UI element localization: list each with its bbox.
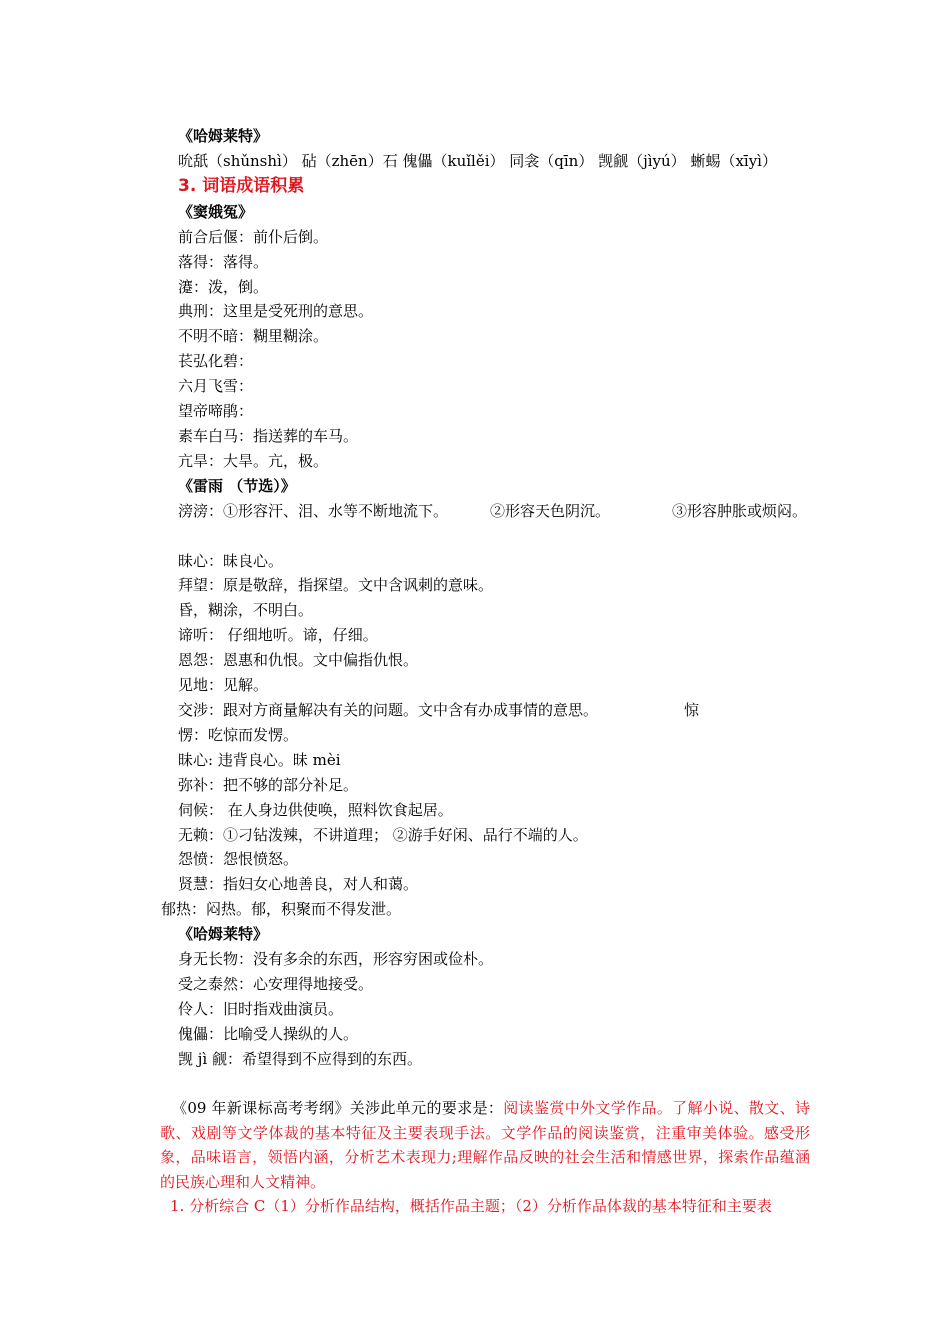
thunderstorm-item: 伺候： 在人身边供使唤，照料饮食起居。: [178, 801, 453, 819]
thunderstorm-item: 昏，糊涂，不明白。: [178, 601, 314, 619]
thunderstorm-item: 昧心：昧良心。: [178, 552, 284, 570]
pangpang-def-3: ③形容肿胀或烦闷。: [672, 502, 808, 520]
pangpang-def-2: ②形容天色阴沉。: [490, 502, 611, 520]
syllabus-paragraph: [160, 1096, 810, 1194]
hamlet-item: 受之泰然：心安理得地接受。: [178, 975, 374, 993]
thunderstorm-item: 贤慧：指妇女心地善良，对人和蔼。: [178, 875, 419, 893]
dou-e-item: 落得：落得。: [178, 253, 269, 271]
hamlet-item: 傀儡：比喻受人操纵的人。: [178, 1025, 359, 1043]
thunderstorm-item: 谛听： 仔细地听。谛，仔细。: [178, 626, 378, 644]
thunderstorm-item: 无赖：①刁钻泼辣，不讲道理； ②游手好闲、品行不端的人。: [178, 826, 588, 844]
dou-e-item: 亢旱：大旱。亢，极。: [178, 452, 329, 470]
thunderstorm-heading: 《雷雨 （节选）》: [178, 477, 296, 495]
dou-e-item: 典刑：这里是受死刑的意思。: [178, 302, 374, 320]
syllabus-intro: 《09 年新课标高考考纲》关涉此单元的要求是：: [172, 1099, 504, 1117]
hamlet-pron-heading: 《哈姆莱特》: [178, 127, 269, 145]
dou-e-item: 六月飞雪：: [178, 377, 254, 395]
thunderstorm-item: 拜望：原是敬辞，指探望。文中含讽刺的意味。: [178, 576, 494, 594]
hamlet-heading: 《哈姆莱特》: [178, 925, 269, 943]
thunderstorm-item: 昧心: 违背良心。昧 mèi: [178, 751, 341, 769]
hamlet-item: 身无长物：没有多余的东西，形容穷困或俭朴。: [178, 950, 494, 968]
pangpang-def-1: 滂滂：①形容汗、泪、水等不断地流下。: [178, 502, 449, 520]
dou-e-item: 前合后偃：前仆后倒。: [178, 228, 329, 246]
thunderstorm-item: 愣：吃惊而发愣。: [178, 726, 299, 744]
dou-e-heading: 《窦娥冤》: [178, 203, 254, 221]
jing-fragment: 惊: [684, 701, 700, 719]
dou-e-item: 不明不暗：糊里糊涂。: [178, 327, 329, 345]
section-3-heading: 3. 词语成语积累: [178, 176, 305, 196]
syllabus-requirement: 阅读鉴赏中外文学作品。了解小说、散文、诗歌、戏剧等文学体裁的基本特征及主要表现手法。文学作品的阅读鉴赏，注重审美体验。感受形象，品味语言，领悟内涵，分析艺术表现力;理解作品反映的社会生活和情感世界，探索作品蕴涵的民族心理和人文精神。: [160, 1099, 810, 1191]
thunderstorm-item: 弥补：把不够的部分补足。: [178, 776, 359, 794]
yure-item: 郁热：闷热。郁，积聚而不得发泄。: [161, 900, 402, 918]
hamlet-item: 觊 jì 觎：希望得到不应得到的东西。: [178, 1050, 422, 1068]
dou-e-item: 素车白马：指送葬的车马。: [178, 427, 359, 445]
dou-e-item: 望帝啼鹃：: [178, 402, 254, 420]
jiaoshe-item: 交涉：跟对方商量解决有关的问题。文中含有办成事情的意思。: [178, 701, 599, 719]
hamlet-pron-line: 吮舐（shǔnshì） 砧（zhēn）石 傀儡（kuǐlěi） 同衾（qīn） 觊觎（jìyú） 蜥蜴（xīyì）: [178, 152, 777, 170]
dou-e-item: 苌弘化碧：: [178, 352, 254, 370]
thunderstorm-item: 怨愤：怨恨愤怒。: [178, 850, 299, 868]
thunderstorm-item: 恩怨：恩惠和仇恨。文中偏指仇恨。: [178, 651, 419, 669]
thunderstorm-item: 见地：见解。: [178, 676, 269, 694]
syllabus-point-1: 1. 分析综合 C（1）分析作品结构，概括作品主题；（2）分析作品体裁的基本特征和主要表: [170, 1197, 772, 1215]
dou-e-item: 瀽：泼，倒。: [178, 278, 269, 296]
hamlet-item: 伶人：旧时指戏曲演员。: [178, 1000, 344, 1018]
